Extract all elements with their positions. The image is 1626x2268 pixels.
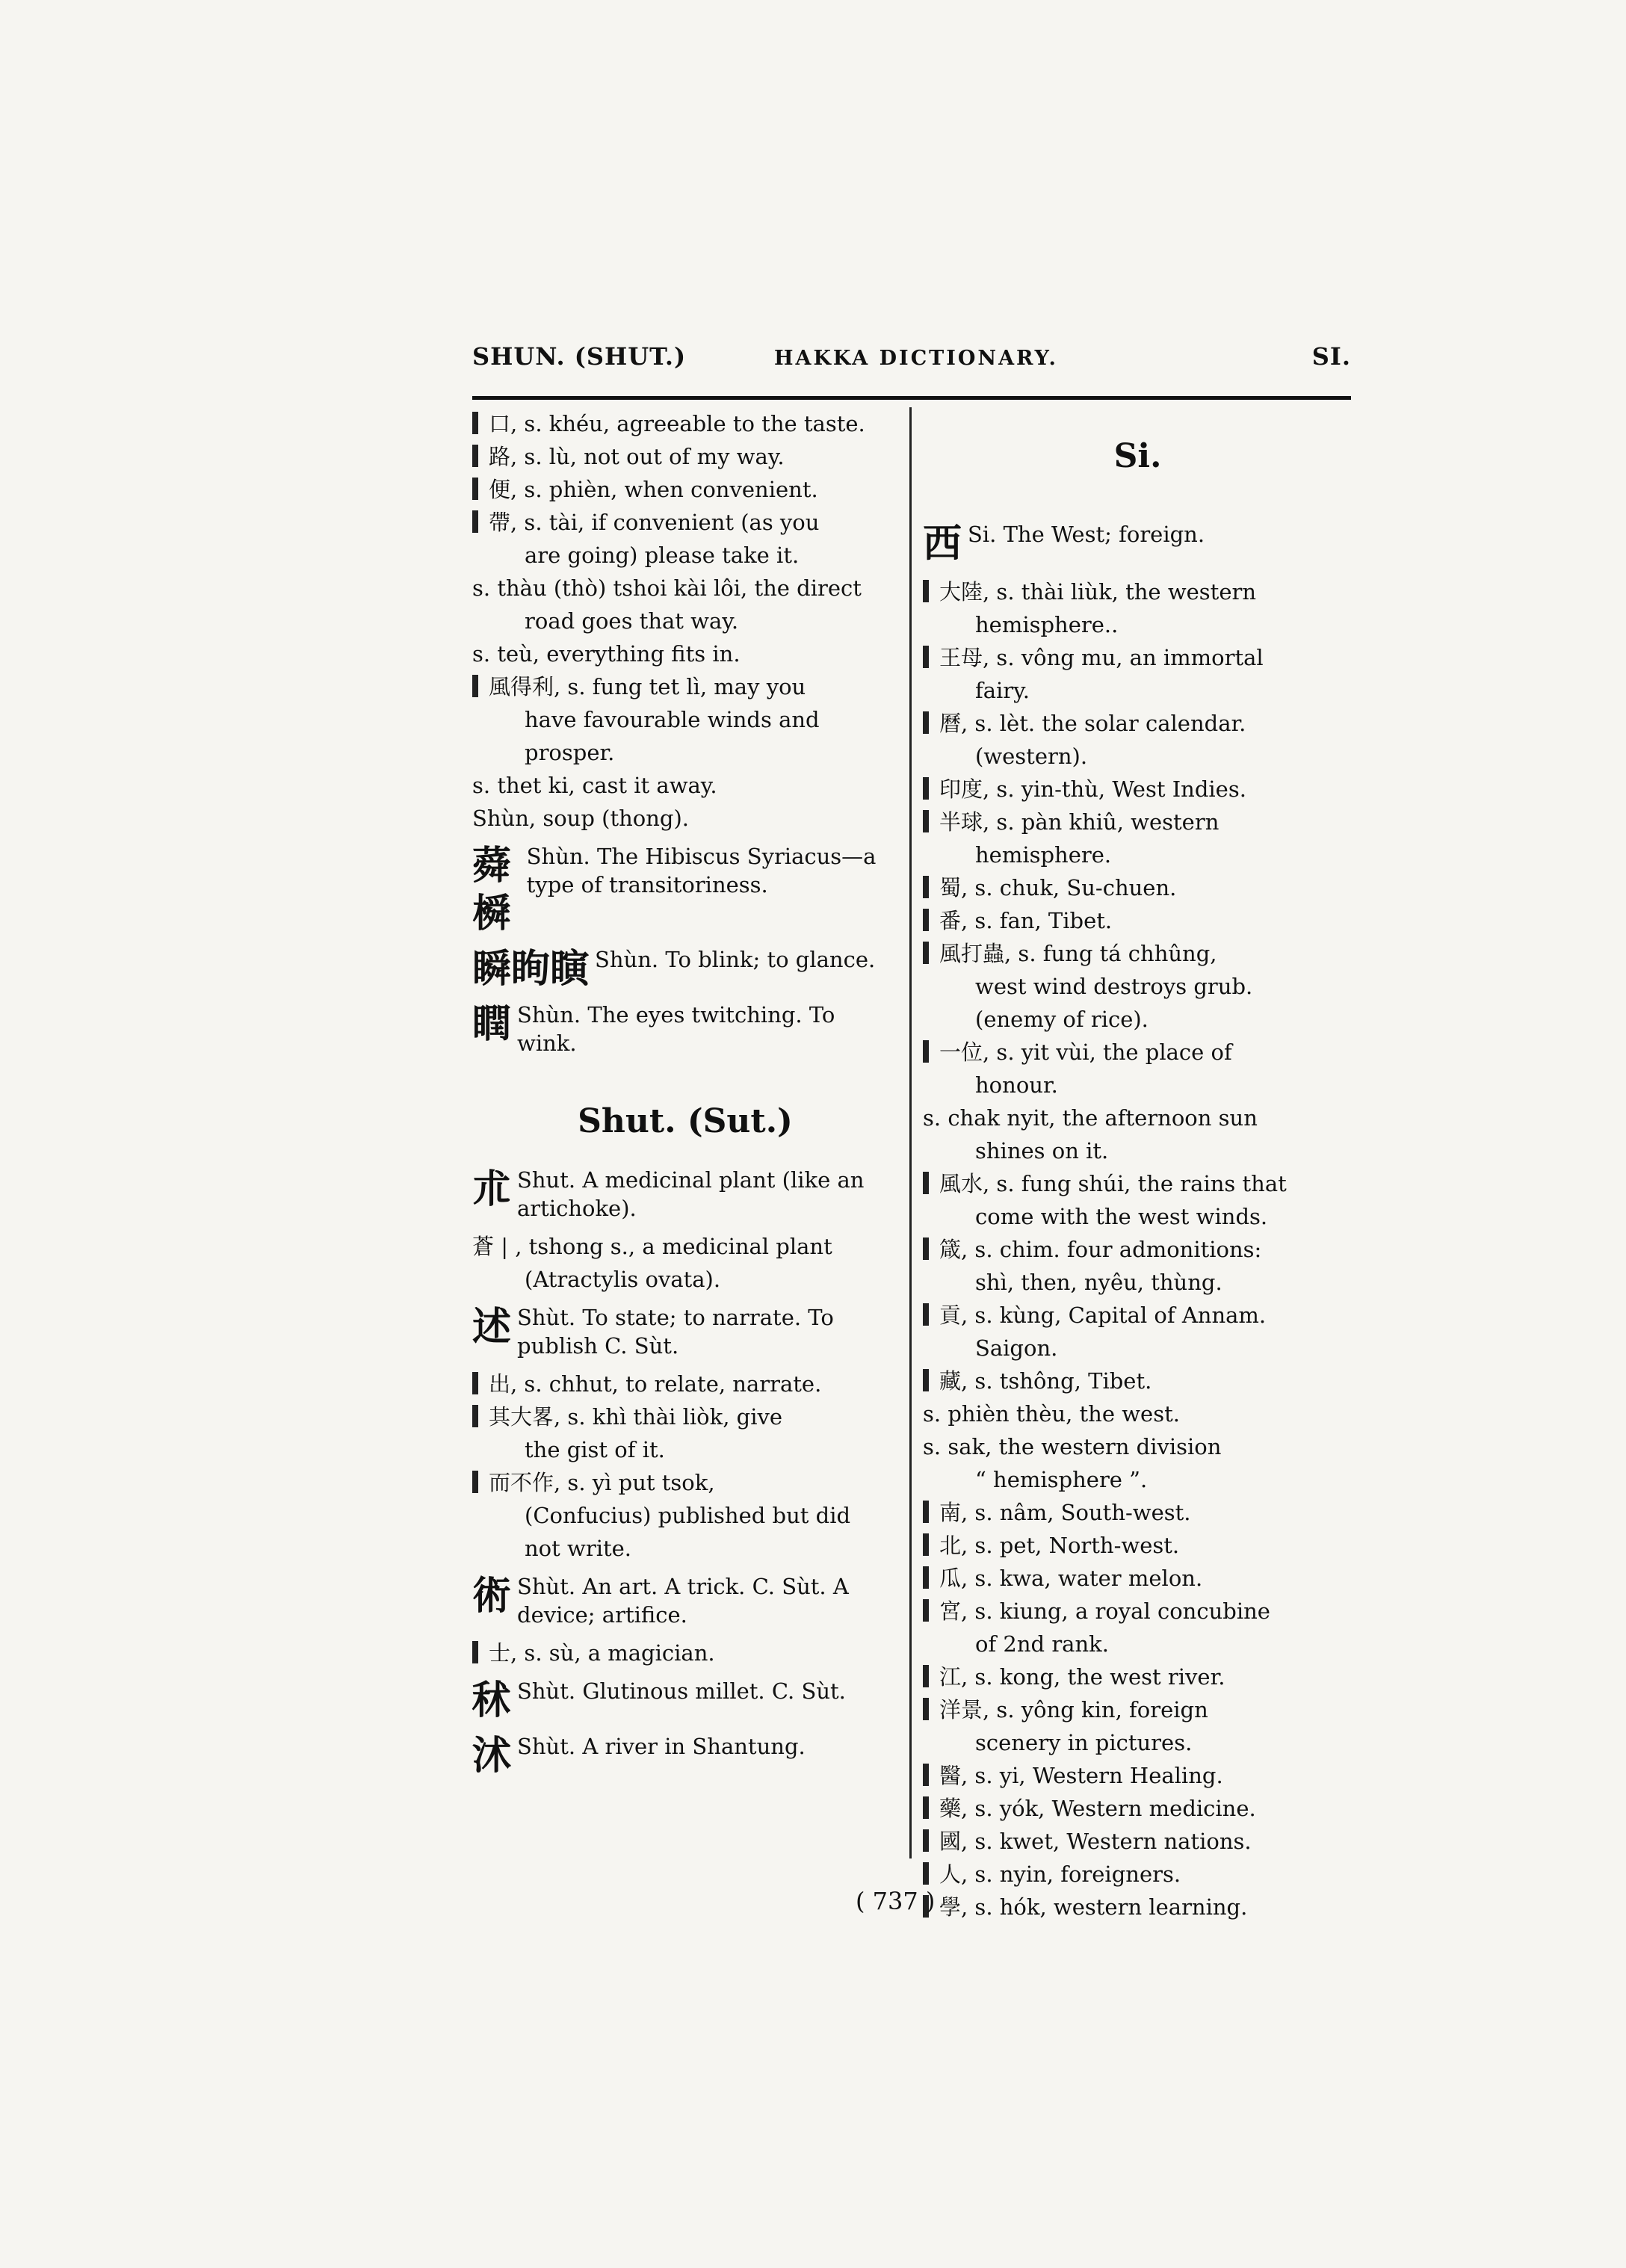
- ditto-mark: [923, 1829, 929, 1852]
- entry: hemisphere.: [975, 842, 1112, 868]
- entry: west wind destroys grub.: [975, 974, 1253, 999]
- entry: 藥, s. yók, Western medicine.: [923, 1792, 1353, 1825]
- entry-cont: are going) please take it.: [525, 543, 800, 568]
- entry: s. phièn thèu, the west.: [923, 1401, 1180, 1427]
- entry: 士, s. sù, a magician.: [472, 1637, 898, 1669]
- headword-entry: [472, 842, 898, 938]
- headword-entry: [472, 945, 898, 993]
- entry: 人, s. nyin, foreigners.: [923, 1858, 1353, 1891]
- entry-cont: have favourable winds and: [525, 707, 820, 732]
- entry: 風打蟲, s. fung tá chhûng,: [923, 937, 1353, 970]
- entry: 出, s. chhut, to relate, narrate.: [472, 1368, 898, 1400]
- entry: scenery in pictures.: [975, 1730, 1193, 1755]
- entry: 大陸, s. thài liùk, the western: [923, 575, 1353, 608]
- entry: 而不作, s. yì put tsok,: [472, 1466, 898, 1499]
- entry: “ hemisphere ”.: [975, 1467, 1148, 1492]
- ditto-mark: [923, 810, 929, 832]
- ditto-mark: [923, 711, 929, 734]
- ditto-mark: [923, 1369, 929, 1391]
- entry: 蜀, s. chuk, Su-chuen.: [923, 871, 1353, 904]
- headword-entry: [923, 520, 1353, 568]
- entry: (western).: [975, 744, 1088, 769]
- entry: (enemy of rice).: [975, 1007, 1149, 1032]
- ditto-mark: [923, 1796, 929, 1819]
- ditto-mark: [923, 1040, 929, 1063]
- headword-definition: Shùt. To state; to narrate. To publish C. Sùt.: [517, 1305, 834, 1359]
- headword-definition: Shùn. The Hibiscus Syriacus—a type of transitoriness.: [526, 844, 877, 897]
- headword-entry: [472, 1572, 898, 1629]
- entry: 帶, s. tài, if convenient (as you: [472, 506, 898, 539]
- entry: 王母, s. vông mu, an immortal: [923, 641, 1353, 674]
- ditto-mark: [923, 909, 929, 931]
- entry: 學, s. hók, western learning.: [923, 1891, 1353, 1924]
- ditto-mark: [923, 942, 929, 964]
- entry-cont: not write.: [525, 1536, 632, 1561]
- headword-definition: Shùn. To blink; to glance.: [595, 947, 876, 972]
- headword-entry: [472, 1001, 898, 1057]
- ditto-mark: [923, 1303, 929, 1326]
- entry-cont: prosper.: [525, 740, 615, 765]
- entry: s. sak, the western division: [923, 1434, 1222, 1459]
- ditto-mark: [923, 876, 929, 898]
- entry: 藏, s. tshông, Tibet.: [923, 1365, 1353, 1397]
- entry: 路, s. lù, not out of my way.: [472, 440, 898, 473]
- entry: 宮, s. kiung, a royal concubine: [923, 1595, 1353, 1628]
- ditto-mark: [923, 1533, 929, 1556]
- entry: 江, s. kong, the west river.: [923, 1660, 1353, 1693]
- entry: 風水, s. fung shúi, the rains that: [923, 1167, 1353, 1200]
- entry: 番, s. fan, Tibet.: [923, 904, 1353, 937]
- entry: 貢, s. kùng, Capital of Annam.: [923, 1299, 1353, 1332]
- entry: shines on it.: [975, 1138, 1109, 1164]
- section-title-si: Si.: [1113, 437, 1162, 475]
- left-column: [472, 407, 898, 1787]
- header-rule: [472, 396, 1351, 400]
- entry: 國, s. kwet, Western nations.: [923, 1825, 1353, 1858]
- headword-character: 秫: [472, 1678, 512, 1723]
- entry: s. teù, everything fits in.: [472, 641, 741, 667]
- section-title-shut: Shut. (Sut.): [578, 1102, 793, 1140]
- entry: 便, s. phièn, when convenient.: [472, 473, 898, 506]
- entry: 蒼 | , tshong s., a medicinal plant: [472, 1234, 832, 1259]
- headword-definition: Si. The West; foreign.: [968, 522, 1205, 547]
- headword-definition: Shut. A medicinal plant (like an artichoke).: [517, 1167, 865, 1221]
- entry: s. thet ki, cast it away.: [472, 773, 717, 798]
- headword-character: 沭: [472, 1733, 512, 1779]
- entry: honour.: [975, 1072, 1058, 1098]
- ditto-mark: [923, 1566, 929, 1589]
- entry-cont: (Confucius) published but did: [525, 1503, 851, 1528]
- entry: 醫, s. yi, Western Healing.: [923, 1759, 1353, 1792]
- entry: hemisphere..: [975, 612, 1119, 637]
- entry: s. chak nyit, the afternoon sun: [923, 1105, 1258, 1131]
- headword-definition: Shùn. The eyes twitching. To wink.: [517, 1002, 835, 1056]
- entry: 洋景, s. yông kin, foreign: [923, 1693, 1353, 1726]
- headword-character: 朮: [472, 1167, 512, 1212]
- ditto-mark: [923, 1665, 929, 1687]
- ditto-mark: [923, 1764, 929, 1786]
- entry: 南, s. nâm, South-west.: [923, 1496, 1353, 1529]
- entry: Shùn, soup (thong).: [472, 806, 690, 831]
- entry: 北, s. pet, North-west.: [923, 1529, 1353, 1562]
- entry: Saigon.: [975, 1335, 1058, 1361]
- ditto-mark: [923, 777, 929, 800]
- headword-character: 西: [923, 521, 962, 566]
- header-center: HAKKA DICTIONARY.: [774, 347, 1058, 370]
- headword-character: 述: [472, 1304, 512, 1350]
- page-number: ( 737 ): [856, 1887, 936, 1915]
- ditto-mark: [923, 1599, 929, 1622]
- headword-character: 蕣橓: [472, 843, 512, 936]
- ditto-mark: [923, 1862, 929, 1885]
- entry-cont: the gist of it.: [525, 1437, 665, 1462]
- header-right: SI.: [1311, 342, 1351, 371]
- headword-definition: Shùt. An art. A trick. C. Sùt. A device; artifice.: [517, 1574, 849, 1628]
- entry: 半球, s. pàn khiû, western: [923, 806, 1353, 838]
- ditto-mark: [923, 1172, 929, 1194]
- headword-character: 瞬眴瞚: [472, 946, 590, 992]
- entry: 一位, s. yit vùi, the place of: [923, 1036, 1353, 1069]
- ditto-mark: [923, 646, 929, 668]
- ditto-mark: [923, 580, 929, 602]
- headword-definition: Shùt. Glutinous millet. C. Sùt.: [517, 1678, 846, 1704]
- headword-entry: [472, 1677, 898, 1725]
- ditto-mark: [923, 1237, 929, 1260]
- entry: 口, s. khéu, agreeable to the taste.: [472, 407, 898, 440]
- entry: 曆, s. lèt. the solar calendar.: [923, 707, 1353, 740]
- right-column: [923, 407, 1353, 1924]
- right-entries: [923, 575, 1353, 1924]
- page-header: [472, 342, 1351, 387]
- entry: 箴, s. chim. four admonitions:: [923, 1233, 1353, 1266]
- entry: 風得利, s. fung tet lì, may you: [472, 670, 898, 703]
- ditto-mark: [923, 1698, 929, 1720]
- entry: shì, then, nyêu, thùng.: [975, 1270, 1222, 1295]
- headword-definition: Shùt. A river in Shantung.: [517, 1734, 806, 1759]
- headword-entry: [472, 1166, 898, 1223]
- column-divider: [909, 407, 912, 1858]
- entry: fairy.: [975, 678, 1030, 703]
- headword-character: 瞤: [472, 1001, 512, 1047]
- ditto-mark: [923, 1501, 929, 1523]
- entry-cont: (Atractylis ovata).: [525, 1267, 721, 1292]
- entry: 其大畧, s. khì thài liòk, give: [472, 1400, 898, 1433]
- headword-entry: [472, 1303, 898, 1360]
- headword-entry: [472, 1732, 898, 1780]
- entry-cont: road goes that way.: [525, 608, 739, 634]
- entry: 瓜, s. kwa, water melon.: [923, 1562, 1353, 1595]
- headword-character: 術: [472, 1573, 512, 1619]
- header-left: SHUN. (SHUT.): [472, 342, 687, 371]
- entry: s. thàu (thò) tshoi kài lôi, the direct: [472, 575, 862, 601]
- entry: of 2nd rank.: [975, 1631, 1109, 1657]
- entry: come with the west winds.: [975, 1204, 1268, 1229]
- entry: 印度, s. yin-thù, West Indies.: [923, 773, 1353, 806]
